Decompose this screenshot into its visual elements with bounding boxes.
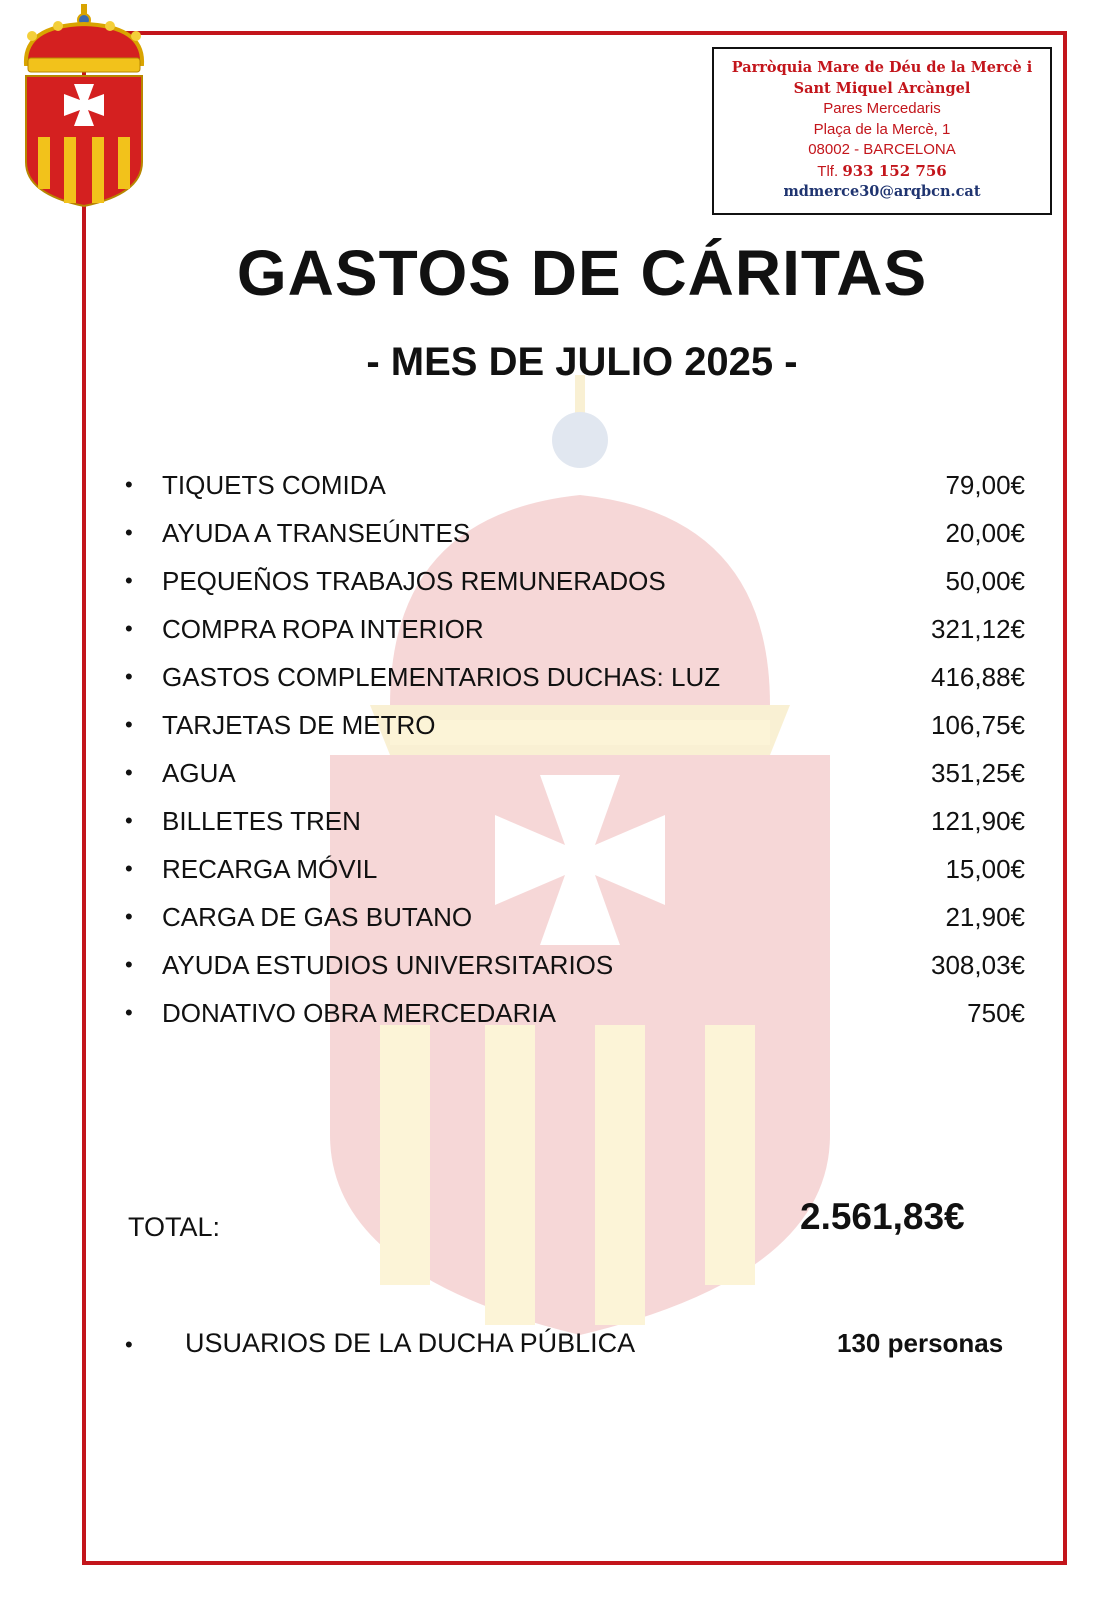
expense-amount: 20,00€ [945, 518, 1025, 548]
parish-city: 08002 - BARCELONA [808, 141, 956, 158]
expense-label: DONATIVO OBRA MERCEDARIA [162, 998, 556, 1028]
bullet: • [125, 712, 133, 737]
bullet: • [125, 808, 133, 833]
bullet: • [125, 520, 133, 545]
expense-amount: 416,88€ [931, 662, 1025, 692]
expense-label: AYUDA A TRANSEÚNTES [162, 518, 471, 548]
page-subtitle: - MES DE JULIO 2025 - [366, 340, 798, 384]
bullet: • [125, 904, 133, 929]
parish-order: Pares Mercedaris [823, 100, 941, 117]
parish-address: Plaça de la Mercè, 1 [813, 120, 951, 138]
expense-amount: 79,00€ [945, 470, 1025, 500]
expense-label: AYUDA ESTUDIOS UNIVERSITARIOS [162, 950, 614, 980]
expense-item [125, 614, 1025, 662]
expense-item [125, 662, 1025, 710]
expense-item [125, 902, 1025, 950]
total-value: 2.561,83€ [800, 1196, 965, 1237]
expense-amount: 106,75€ [931, 710, 1025, 740]
total-label: TOTAL: [128, 1212, 221, 1242]
bullet: • [125, 568, 133, 593]
expense-label: CARGA DE GAS BUTANO [162, 902, 473, 932]
expense-amount: 50,00€ [945, 566, 1025, 596]
expense-item [125, 758, 1025, 806]
shower-users-label: USUARIOS DE LA DUCHA PÚBLICA [185, 1328, 636, 1358]
expense-label: BILLETES TREN [162, 806, 361, 836]
expense-list [125, 470, 1025, 1046]
expense-amount: 308,03€ [931, 950, 1025, 980]
bullet: • [125, 856, 133, 881]
expense-amount: 321,12€ [931, 614, 1025, 644]
expense-label: PEQUEÑOS TRABAJOS REMUNERADOS [162, 566, 666, 596]
expense-label: TIQUETS COMIDA [162, 470, 386, 500]
crest-shield [26, 76, 142, 206]
expense-item [125, 710, 1025, 758]
expense-item [125, 470, 1025, 518]
parish-crest-logo [18, 2, 150, 214]
expense-item [125, 854, 1025, 902]
expense-amount: 15,00€ [945, 854, 1025, 884]
expense-amount: 351,25€ [931, 758, 1025, 788]
phone-number: 933 152 756 [842, 161, 947, 180]
expense-amount: 21,90€ [945, 902, 1025, 932]
bullet: • [125, 1000, 133, 1025]
expense-item [125, 518, 1025, 566]
expense-amount: 121,90€ [931, 806, 1025, 836]
expense-item [125, 806, 1025, 854]
expense-label: TARJETAS DE METRO [162, 710, 436, 740]
crest-crown [26, 4, 142, 72]
expense-label: GASTOS COMPLEMENTARIOS DUCHAS: LUZ [162, 662, 721, 692]
bullet: • [125, 760, 133, 785]
expense-item [125, 566, 1025, 614]
expense-label: RECARGA MÓVIL [162, 854, 378, 884]
expense-item [125, 950, 1025, 998]
bullet: • [125, 472, 133, 497]
parish-email: mdmerce30@arqbcn.cat [783, 183, 981, 200]
bullet: • [125, 952, 133, 977]
parish-name-line1: Parròquia Mare de Déu de la Mercè i [731, 59, 1033, 76]
phone-label: Tlf. [817, 162, 839, 180]
expense-label: COMPRA ROPA INTERIOR [162, 614, 484, 644]
expense-item [125, 998, 1025, 1046]
shower-users-value: 130 personas [837, 1328, 1004, 1358]
parish-phone [714, 161, 1050, 183]
bullet: • [125, 616, 133, 641]
page-title: GASTOS DE CÁRITAS [236, 237, 928, 309]
parish-info-box [712, 47, 1052, 215]
bullet: • [125, 664, 133, 689]
expense-amount: 750€ [967, 998, 1025, 1028]
bullet: • [125, 1332, 133, 1357]
parish-name-line2: Sant Miquel Arcàngel [793, 79, 971, 97]
expense-label: AGUA [162, 758, 236, 788]
